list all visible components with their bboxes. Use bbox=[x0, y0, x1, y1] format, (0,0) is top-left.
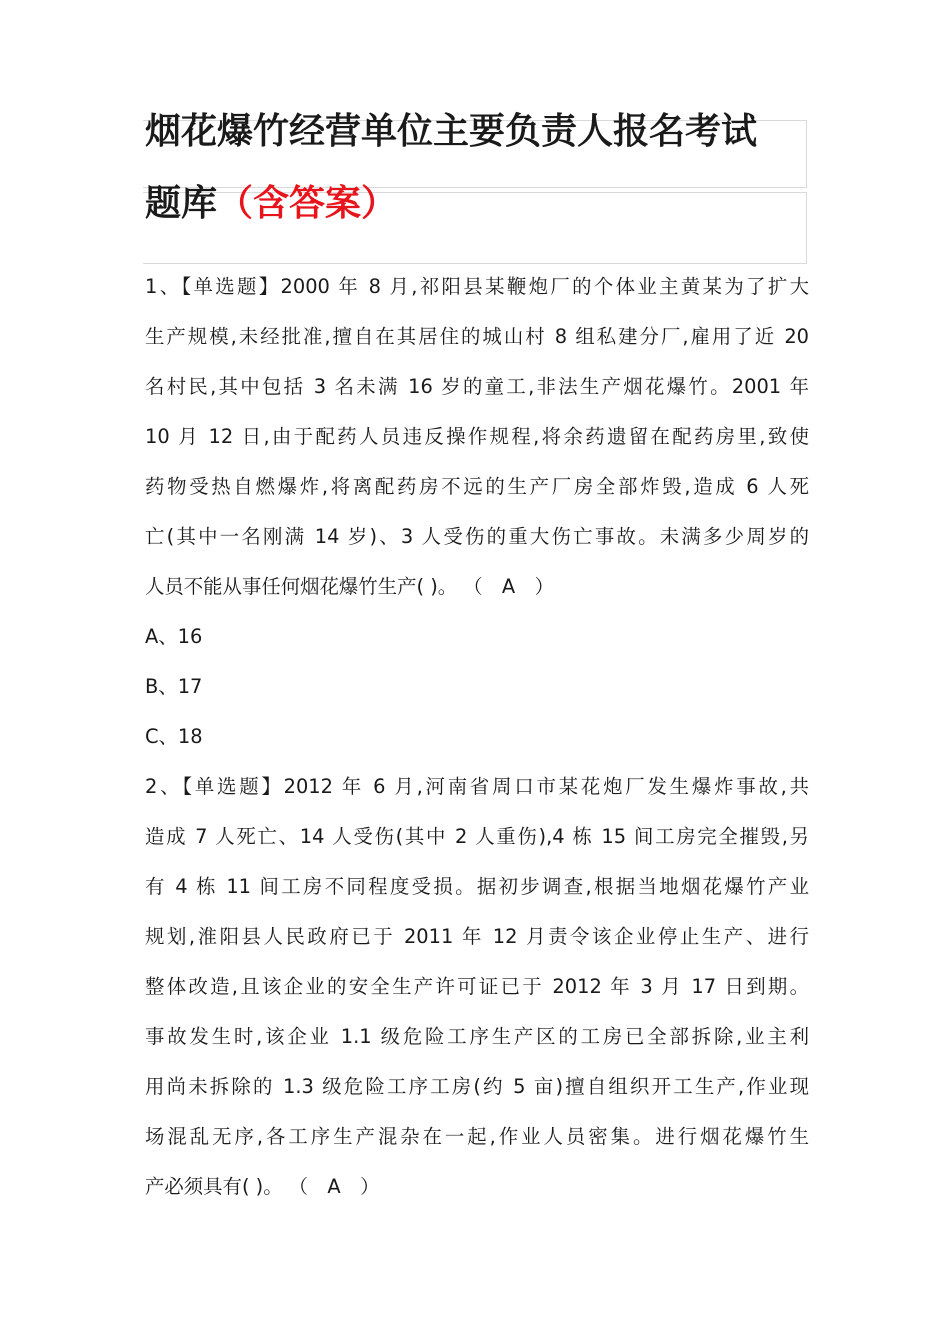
option-b: B、17 bbox=[145, 675, 203, 698]
option-c: C、18 bbox=[145, 725, 203, 748]
question-text-line: 规划,淮阳县人民政府已于 2011 年 12 月责令该企业停止生产、进行 bbox=[145, 925, 809, 948]
question-text-line: 事故发生时,该企业 1.1 级危险工序生产区的工房已全部拆除,业主利 bbox=[145, 1025, 809, 1048]
question-text-line: 2、【单选题】2012 年 6 月,河南省周口市某花炮厂发生爆炸事故,共 bbox=[145, 775, 809, 798]
question-2 bbox=[145, 762, 809, 1212]
question-text-line: 产必须具有( )。 bbox=[145, 1175, 283, 1198]
question-last-line bbox=[145, 1162, 809, 1212]
question-text-line: 场混乱无序,各工序生产混杂在一起,作业人员密集。进行烟花爆竹生 bbox=[145, 1125, 809, 1148]
document-title-highlight: （含答案） bbox=[217, 183, 398, 224]
question-text-line: 亡(其中一名刚满 14 岁)、3 人受伤的重大伤亡事故。未满多少周岁的 bbox=[145, 525, 809, 548]
question-text-line: 整体改造,且该企业的安全生产许可证已于 2012 年 3 月 17 日到期。 bbox=[145, 975, 809, 998]
question-text-line: 生产规模,未经批准,擅自在其居住的城山村 8 组私建分厂,雇用了近 20 bbox=[145, 325, 809, 348]
question-text-line: 人员不能从事任何烟花爆竹生产( )。 bbox=[145, 575, 458, 598]
question-1 bbox=[145, 262, 809, 762]
title-block bbox=[143, 100, 809, 264]
question-list bbox=[145, 262, 809, 1212]
question-last-line bbox=[145, 562, 809, 612]
question-text-line: 1、【单选题】2000 年 8 月,祁阳县某鞭炮厂的个体业主黄某为了扩大 bbox=[145, 275, 809, 298]
answer-label: （ A ） bbox=[463, 575, 554, 598]
question-text-line: 10 月 12 日,由于配药人员违反操作规程,将余药遗留在配药房里,致使 bbox=[145, 425, 809, 448]
answer-label: （ A ） bbox=[288, 1175, 380, 1198]
document-title-prefix: 题库 bbox=[145, 183, 218, 224]
document-title-line-2 bbox=[145, 182, 397, 226]
question-text-line: 药物受热自燃爆炸,将离配药房不远的生产厂房全部炸毁,造成 6 人死 bbox=[145, 475, 809, 498]
question-text-line: 用尚未拆除的 1.3 级危险工序工房(约 5 亩)擅自组织开工生产,作业现 bbox=[145, 1075, 809, 1098]
option-a: A、16 bbox=[145, 625, 203, 648]
question-text-line: 有 4 栋 11 间工房不同程度受损。据初步调查,根据当地烟花爆竹产业 bbox=[145, 875, 809, 898]
document-title-line-1: 烟花爆竹经营单位主要负责人报名考试 bbox=[145, 111, 758, 152]
question-text-line: 造成 7 人死亡、14 人受伤(其中 2 人重伤),4 栋 15 间工房完全摧毁,另 bbox=[145, 825, 809, 848]
question-text-line: 名村民,其中包括 3 名未满 16 岁的童工,非法生产烟花爆竹。2001 年 bbox=[145, 375, 809, 398]
